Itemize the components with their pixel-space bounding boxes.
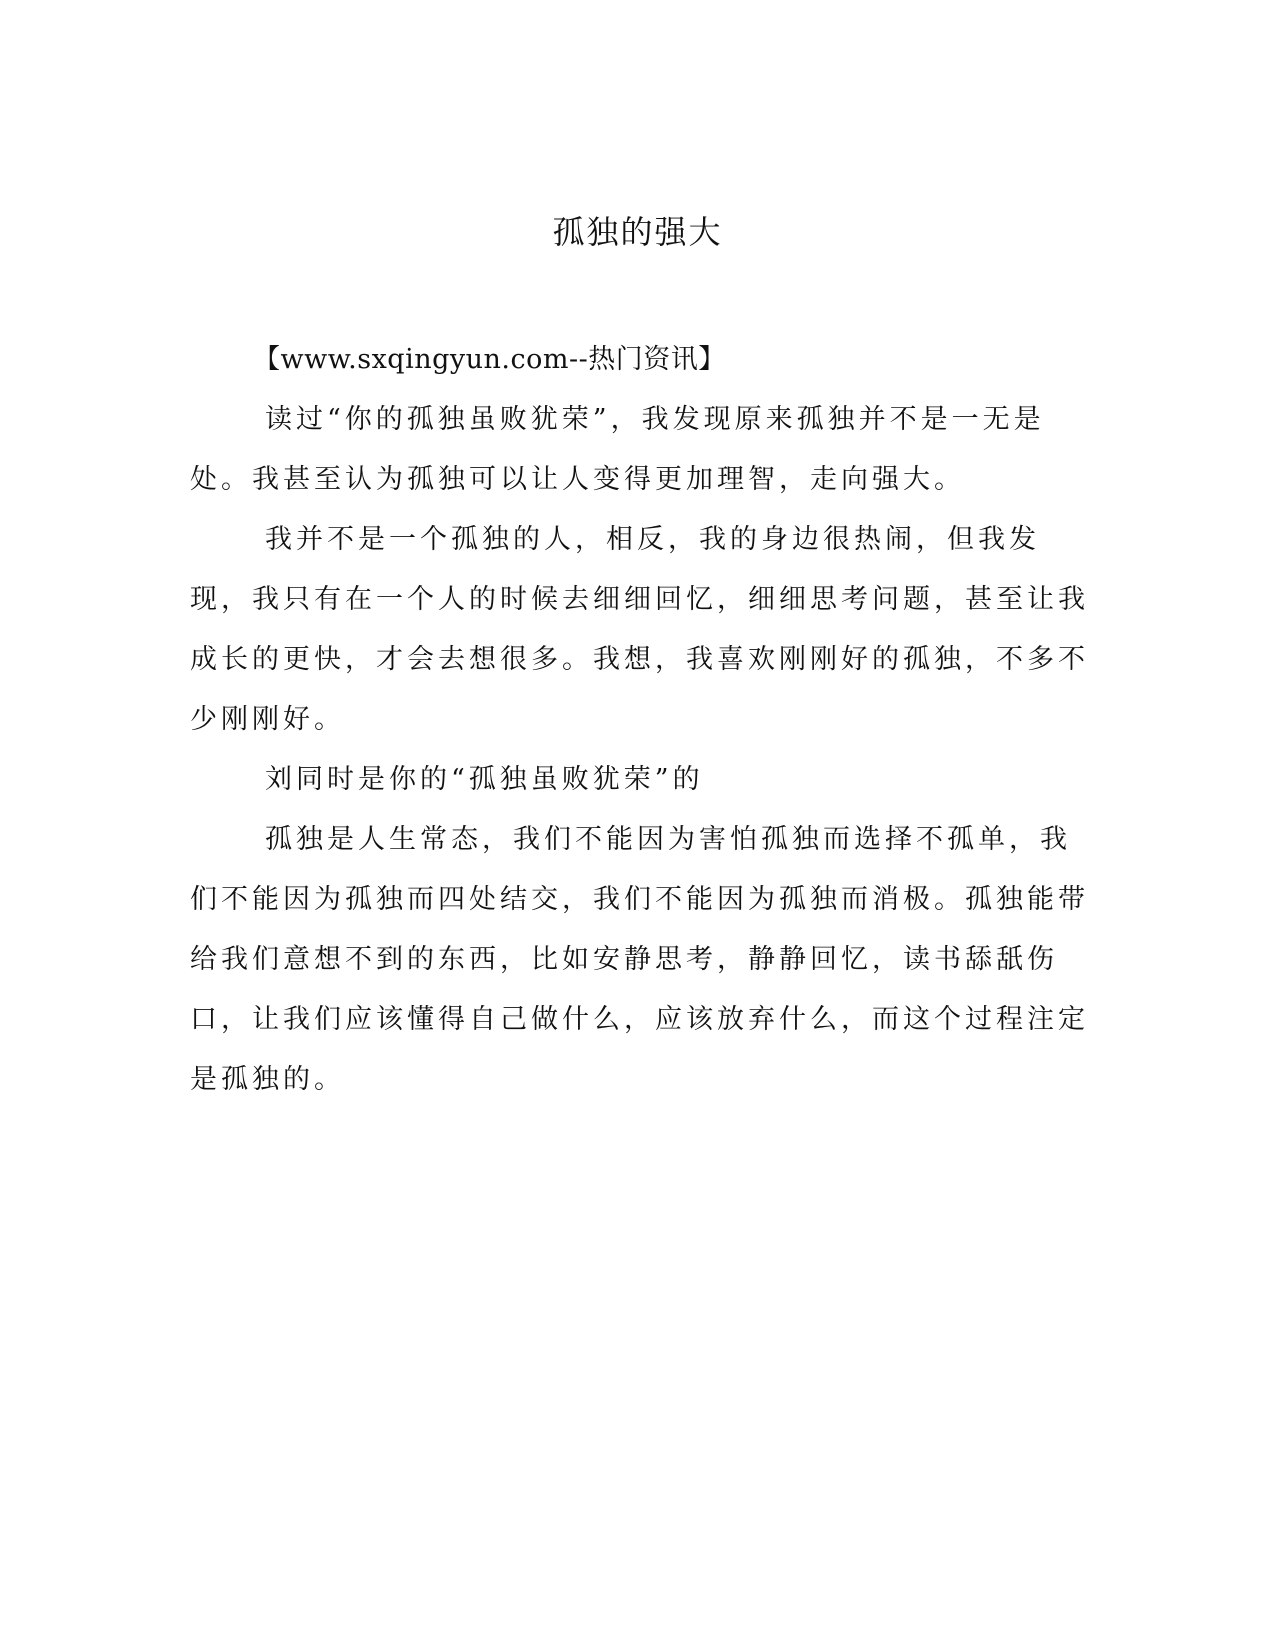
source-line: 【www.sxqingyun.com--热门资讯】 — [253, 344, 726, 375]
paragraph-3: 刘同时是你的“孤独虽败犹荣”的 — [265, 764, 704, 795]
paragraph-2: 我并不是一个孤独的人，相反，我的身边很热闹，但我发现，我只有在一个人的时候去细细回忆，细细思考问题，甚至让我成长的更快，才会去想很多。我想，我喜欢刚刚好的孤独，不多不少刚刚好。 — [190, 524, 1089, 735]
document-title: 孤独的强大 — [552, 213, 723, 251]
paragraph-4: 孤独是人生常态，我们不能因为害怕孤独而选择不孤单，我们不能因为孤独而四处结交，我们不能因为孤独而消极。孤独能带给我们意想不到的东西，比如安静思考，静静回忆，读书舔舐伤口，让我们应该懂得自己做什么，应该放弃什么，而这个过程注定是孤独的。 — [190, 824, 1089, 1095]
paragraph-1: 读过“你的孤独虽败犹荣”，我发现原来孤独并不是一无是处。我甚至认为孤独可以让人变得更加理智，走向强大。 — [190, 404, 1045, 495]
document-body — [190, 330, 1090, 1110]
